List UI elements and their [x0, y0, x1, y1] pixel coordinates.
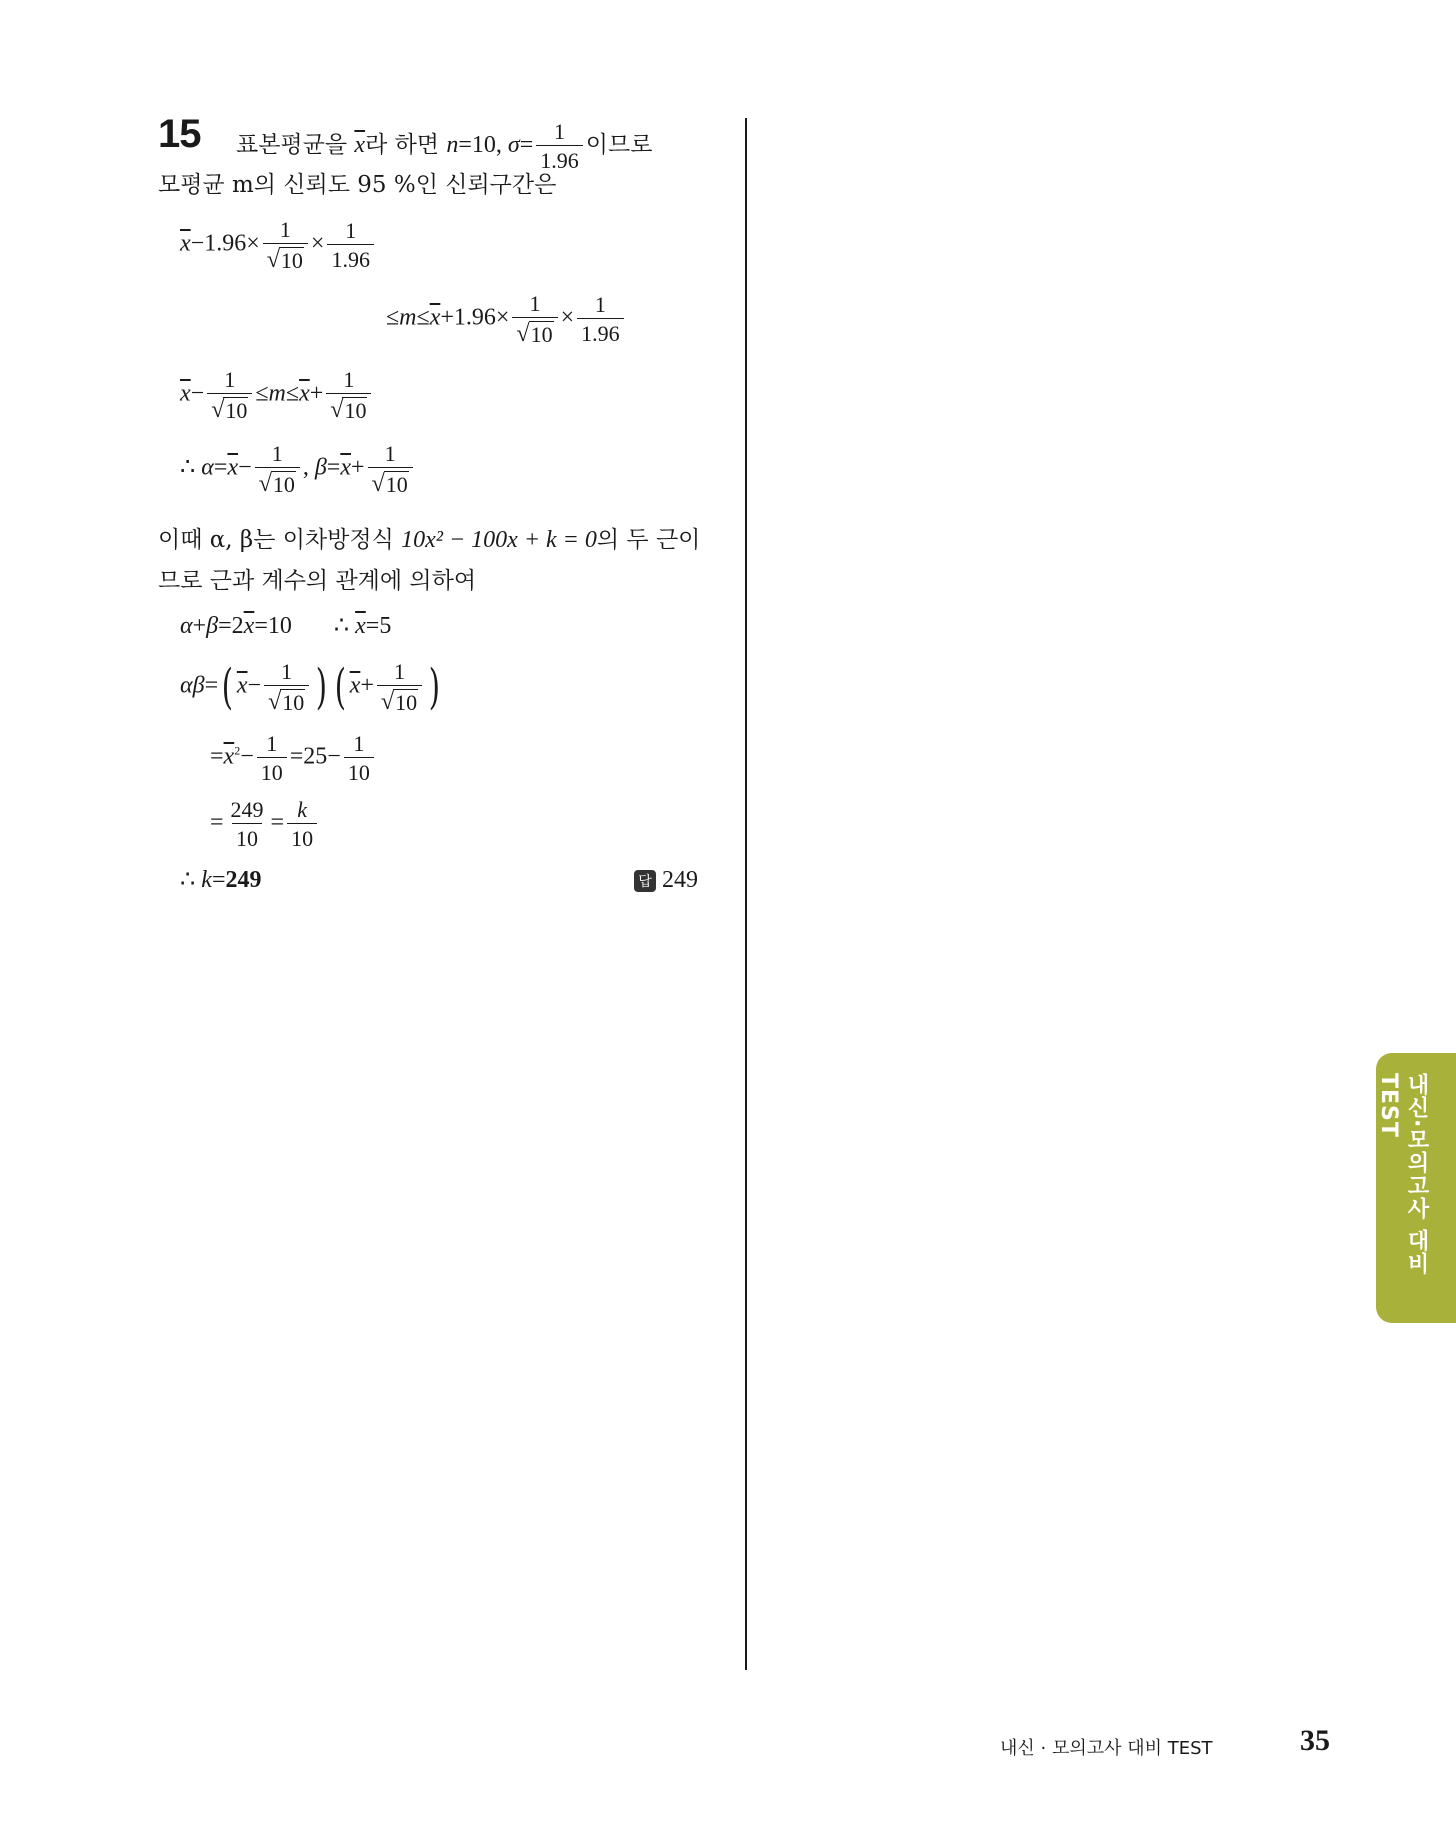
intro-text-2: 라 하면: [365, 132, 440, 159]
equation-4: ∴ $\alpha=\overline{x}-$ 1 √ 10 , $\beta=\overline{x}+$ 1 √ 10: [180, 442, 416, 496]
equation-6: αβ=( $\overline{x}-$ 1 √ 10 ) ( $\overline{x}+$ 1 √ 10 ): [180, 659, 441, 716]
equation-2: $\le m\le\overline{x}+1.96\times$ 1 √ 10 × $\frac{1}{1.96}$: [386, 292, 627, 346]
equation-8: = $\frac{249}{10}$ = $\frac{k}{10}$: [210, 798, 320, 850]
problem-intro: 표본평균을 $\overline{x}$라 하면 n=10, σ= $\frac{1}{1.96}$ 이므로: [236, 119, 653, 174]
section-tab: [1376, 1053, 1456, 1323]
page-number: 35: [1300, 1724, 1330, 1757]
intro-text-3: 이므로: [585, 132, 653, 159]
equation-1: $\overline{x}-1.96\times$ 1 √ 10 × $\frac{1}{1.96}$: [180, 218, 377, 272]
answer-value: 249: [662, 867, 698, 893]
section-tab-label: 내신·모의고사 대비 TEST: [1376, 1073, 1429, 1276]
equation-9: ∴ k=249: [180, 867, 262, 893]
problem-line-2: 모평균 m의 신뢰도 95 %인 신뢰구간은: [158, 172, 557, 198]
problem-number: 15: [158, 112, 201, 156]
then-line-2: 므로 근과 계수의 관계에 의하여: [158, 568, 477, 594]
equation-7: $=\overline{x}^2-$ $\frac{1}{10}$ =25− $\frac{1}{10}$: [210, 732, 377, 784]
answer-badge: 답: [634, 870, 656, 892]
equation-5: $\alpha+\beta=2\overline{x}=10$ ∴ $\overline{x}=5$: [180, 613, 392, 639]
then-line-1: 이때 α, β는 이차방정식 10x² − 100x + k = 0의 두 근이: [158, 527, 701, 553]
column-divider: [745, 118, 747, 1670]
equation-3: $\overline{x}-$ 1 √ 10 $\le m\le\overline{x}+$ 1 √ 10: [180, 368, 374, 422]
answer: [634, 868, 698, 892]
footer-label: 내신 · 모의고사 대비 TEST: [1000, 1738, 1213, 1759]
intro-text-1: 표본평균을: [236, 132, 348, 159]
